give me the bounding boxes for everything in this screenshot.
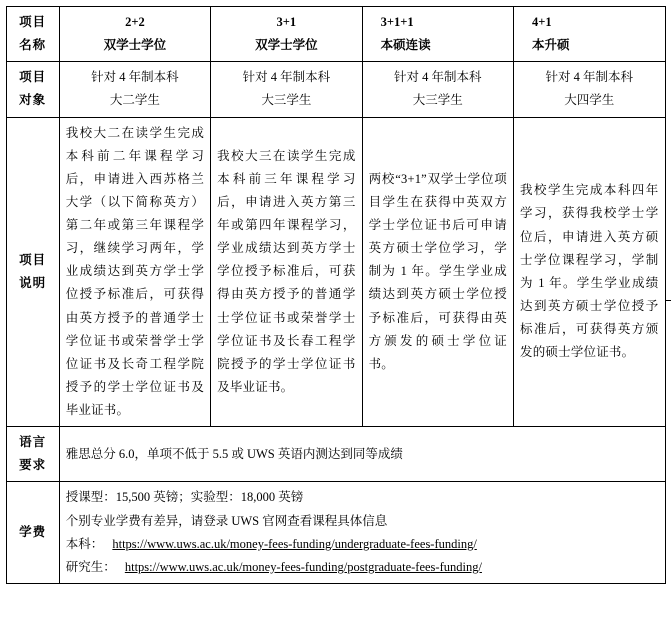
- row-label-program-name: 项目 名称: [6, 7, 59, 62]
- tuition-postgraduate-label: 研究生：: [65, 559, 116, 574]
- postgraduate-fees-link[interactable]: https://www.uws.ac.uk/money-fees-funding/postgraduate-fees-funding/: [124, 559, 482, 574]
- program-target-2plus2: 针对 4 年制本科 大二学生: [59, 62, 210, 117]
- row-label-program-target: 项目 对象: [6, 62, 59, 117]
- table-row-program-target: [6, 62, 665, 117]
- program-target-4plus1: 针对 4 年制本科 大四学生: [514, 62, 665, 117]
- tuition-line-note: 个别专业学费有差异，请登录 UWS 官网查看课程具体信息: [65, 513, 388, 528]
- program-title-3plus1: 3+1 双学士学位: [211, 7, 362, 62]
- program-description-2plus2: 我校大二在读学生完成本科前二年课程学习后，申请进入西苏格兰大学（以下简称英方）第二年或第三年课程学习，继续学习两年，学业成绩达到英方学士学位授予标准后，可获得由英方授予的普通学士学位证书或荣誉学士学位证书及长奇工程学院授予的学士学位证书及毕业证书。: [59, 117, 210, 427]
- language-requirement-text: 雅思总分 6.0，单项不低于 5.5 或 UWS 英语内测达到同等成绩: [59, 427, 665, 482]
- tuition-details: [59, 482, 665, 584]
- program-description-3plus1plus1: 两校“3+1”双学士学位项目学生在获得中英双方学士学位证书后可申请英方硕士学位学习，学制为 1 年。学生学业成绩达到英方硕士学位授予标准后，可获得由英方颁发的硕士学位证书。: [362, 117, 513, 427]
- program-comparison-table: [6, 6, 666, 584]
- tuition-undergraduate-label: 本科：: [65, 536, 104, 551]
- tuition-postgraduate-line: [66, 556, 659, 579]
- row-label-tuition: 学费: [6, 482, 59, 584]
- undergraduate-fees-link[interactable]: https://www.uws.ac.uk/money-fees-funding/undergraduate-fees-funding/: [112, 536, 477, 551]
- row-label-language-requirement: 语言 要求: [6, 427, 59, 482]
- table-row-program-description: [6, 117, 665, 427]
- table-row-program-name: [6, 7, 665, 62]
- program-title-3plus1plus1: 3+1+1 本硕连读: [362, 7, 513, 62]
- row-label-program-description: 项目 说明: [6, 117, 59, 427]
- program-target-3plus1plus1: 针对 4 年制本科 大三学生: [362, 62, 513, 117]
- program-description-4plus1: 我校学生完成本科四年学习，获得我校学士学位后，申请进入英方硕士学位课程学习，学制为 1 年。学生学业成绩达到英方硕士学位授予标准后，可获得英方颁发的硕士学位证书。: [514, 117, 665, 427]
- program-description-3plus1: 我校大三在读学生完成本科前三年课程学习后，申请进入英方第三年或第四年课程学习，学业成绩达到英方学士学位授予标准后，可获得由英方授予的普通学士学位证书或荣誉学士学位证书及长春工程学院授予的学士学位证书及毕业证书。: [211, 117, 362, 427]
- table-row-tuition: [6, 482, 665, 584]
- page-edge-mark: [665, 300, 671, 301]
- program-target-3plus1: 针对 4 年制本科 大三学生: [211, 62, 362, 117]
- tuition-undergraduate-line: [66, 533, 659, 556]
- table-row-language-requirement: [6, 427, 665, 482]
- program-title-2plus2: 2+2 双学士学位: [59, 7, 210, 62]
- program-title-4plus1: 4+1 本升硕: [514, 7, 665, 62]
- tuition-line-amounts: 授课型：15,500 英镑；实验型：18,000 英镑: [65, 490, 304, 505]
